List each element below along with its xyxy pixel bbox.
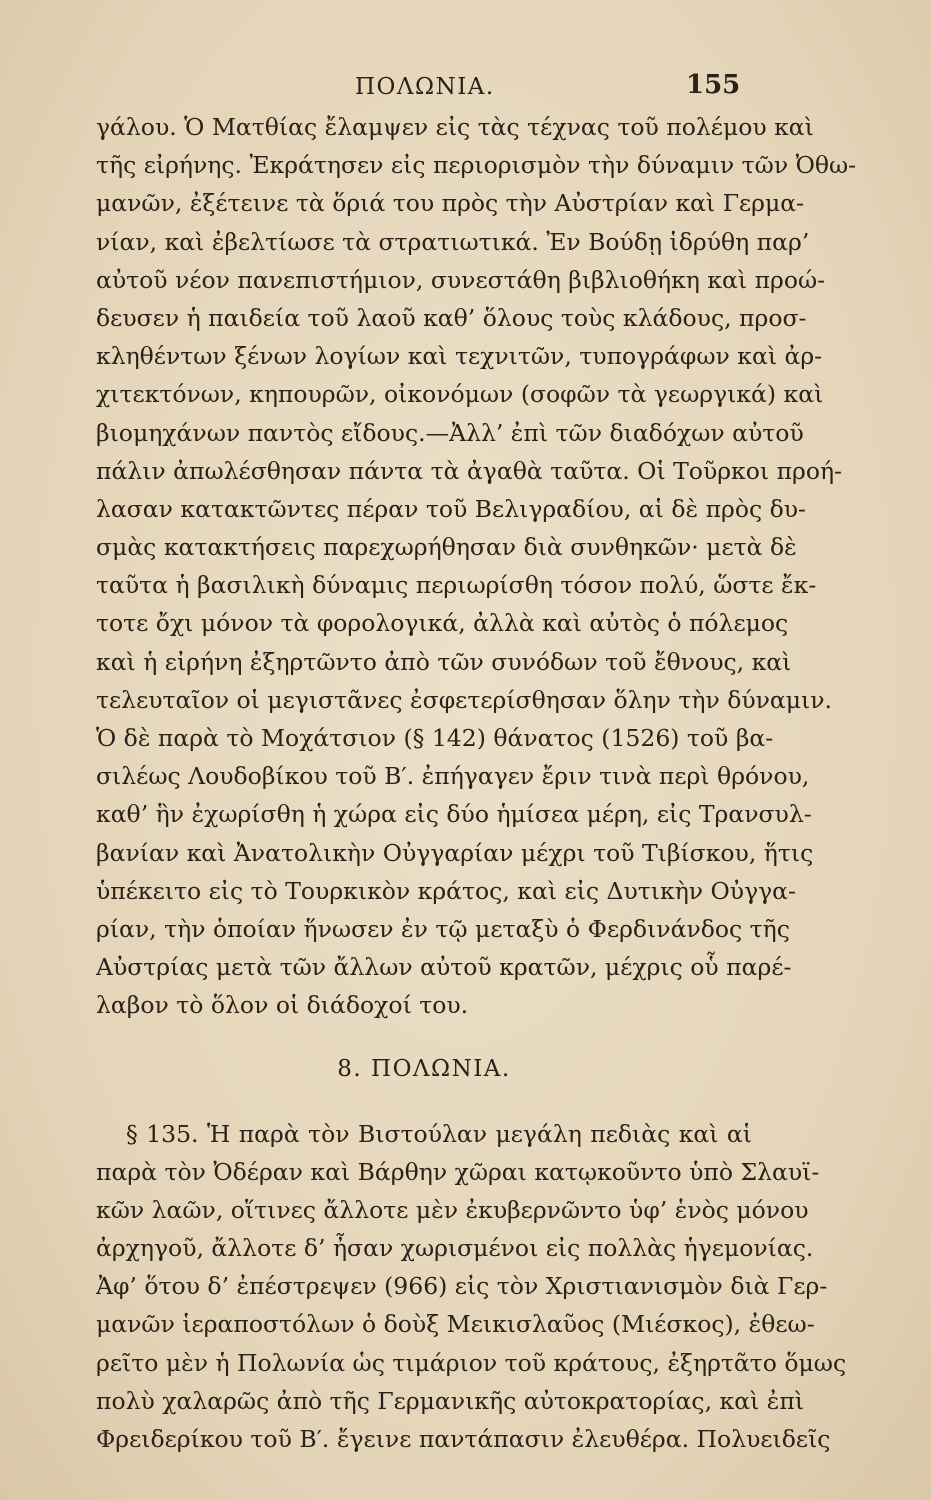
text-line: Αὐστρίας μετὰ τῶν ἄλλων αὐτοῦ κρατῶν, μέχρις οὗ παρέ-	[96, 953, 792, 982]
text-line: Ὁ δὲ παρὰ τὸ Μοχάτσιον (§ 142) θάνατος (1526) τοῦ βα-	[96, 724, 774, 752]
text-line: βιομηχάνων παντὸς εἴδους.—Ἀλλ’ ἐπὶ τῶν διαδόχων αὐτοῦ	[96, 418, 804, 447]
running-head-title: ΠΟΛΩΝΙΑ.	[355, 74, 495, 100]
paragraph-section-135	[96, 1115, 847, 1459]
text-line: § 135. Ἡ παρὰ τὸν Βιστούλαν μεγάλη πεδιὰς καὶ αἱ	[126, 1119, 752, 1148]
text-line: ὑπέκειτο εἰς τὸ Τουρκικὸν κράτος, καὶ εἰς Δυτικὴν Οὐγγα-	[96, 876, 796, 905]
text-line: τελευταῖον οἱ μεγιστᾶνες ἐσφετερίσθησαν ὅλην τὴν δύναμιν.	[96, 685, 833, 714]
text-line: χιτεκτόνων, κηπουρῶν, οἰκονόμων (σοφῶν τὰ γεωργικά) καὶ	[96, 380, 824, 409]
text-line: μανῶν ἱεραποστόλων ὁ δοὺξ Μεικισλαῦος (Μιέσκος), ἐθεω-	[96, 1310, 815, 1339]
text-line: ταῦτα ἡ βασιλικὴ δύναμις περιωρίσθη τόσον πολύ, ὥστε ἔκ-	[96, 571, 817, 600]
text-line: παρὰ τὸν Ὀδέραν καὶ Βάρθην χῶραι κατῳκοῦντο ὑπὸ Σλαυϊ-	[96, 1157, 820, 1186]
text-line: ἀρχηγοῦ, ἄλλοτε δ’ ἦσαν χωρισμένοι εἰς πολλὰς ἡγεμονίας.	[96, 1234, 814, 1263]
text-line: αὐτοῦ νέον πανεπιστήμιον, συνεστάθη βιβλιοθήκη καὶ προώ-	[96, 265, 826, 294]
text-line: καθ’ ἣν ἐχωρίσθη ἡ χώρα εἰς δύο ἡμίσεα μέρη, εἰς Τρανσυλ-	[96, 800, 812, 829]
text-line: Ἀφ’ ὅτου δ’ ἐπέστρεψεν (966) εἰς τὸν Χριστιανισμὸν διὰ Γερ-	[96, 1272, 828, 1301]
text-line: κῶν λαῶν, οἵτινες ἄλλοτε μὲν ἐκυβερνῶντο ὑφ’ ἑνὸς μόνου	[96, 1195, 809, 1224]
paragraph-hungary	[96, 108, 857, 1025]
section-heading: 8. ΠΟΛΩΝΙΑ.	[337, 1055, 511, 1082]
text-line: κληθέντων ξένων λογίων καὶ τεχνιτῶν, τυπογράφων καὶ ἀρ-	[96, 342, 823, 371]
page-body	[96, 108, 857, 1458]
text-line: Φρειδερίκου τοῦ Β′. ἔγεινε παντάπασιν ἐλευθέρα. Πολυειδεῖς	[96, 1425, 831, 1453]
running-head	[0, 70, 931, 106]
text-line: καὶ ἡ εἰρήνη ἐξηρτῶντο ἀπὸ τῶν συνόδων τοῦ ἔθνους, καὶ	[96, 647, 792, 676]
text-line: μανῶν, ἐξέτεινε τὰ ὅριά του πρὸς τὴν Αὐστρίαν καὶ Γερμα-	[96, 189, 805, 218]
text-line: γάλου. Ὁ Ματθίας ἔλαμψεν εἰς τὰς τέχνας τοῦ πολέμου καὶ	[96, 113, 814, 141]
text-line: ρίαν, τὴν ὁποίαν ἥνωσεν ἐν τῷ μεταξὺ ὁ Φερδινάνδος τῆς	[96, 914, 790, 943]
page-number: 155	[686, 70, 741, 100]
text-line: δευσεν ἡ παιδεία τοῦ λαοῦ καθ’ ὅλους τοὺς κλάδους, προσ-	[96, 303, 807, 332]
text-line: τοτε ὄχι μόνον τὰ φορολογικά, ἀλλὰ καὶ αὐτὸς ὁ πόλεμος	[96, 609, 789, 638]
text-line: ρεῖτο μὲν ἡ Πολωνία ὡς τιμάριον τοῦ κράτους, ἐξηρτᾶτο ὅμως	[96, 1348, 847, 1377]
text-line: λαβον τὸ ὅλον οἱ διάδοχοί του.	[96, 991, 469, 1020]
text-line: νίαν, καὶ ἐβελτίωσε τὰ στρατιωτικά. Ἐν Βούδῃ ἱδρύθη παρ’	[96, 227, 810, 256]
text-line: τῆς εἰρήνης. Ἐκράτησεν εἰς περιορισμὸν τὴν δύναμιν τῶν Ὀθω-	[96, 151, 857, 180]
text-line: πάλιν ἀπωλέσθησαν πάντα τὰ ἀγαθὰ ταῦτα. Οἱ Τοῦρκοι προή-	[96, 456, 842, 485]
text-line: σιλέως Λουδοβίκου τοῦ Β′. ἐπήγαγεν ἔριν τινὰ περὶ θρόνου,	[96, 762, 810, 791]
text-line: βανίαν καὶ Ἀνατολικὴν Οὐγγαρίαν μέχρι τοῦ Τιβίσκου, ἥτις	[96, 838, 814, 867]
text-line: πολὺ χαλαρῶς ἀπὸ τῆς Γερμανικῆς αὐτοκρατορίας, καὶ ἐπὶ	[96, 1386, 805, 1415]
text-line: λασαν κατακτῶντες πέραν τοῦ Βελιγραδίου, αἱ δὲ πρὸς δυ-	[96, 494, 806, 523]
text-line: σμὰς κατακτήσεις παρεχωρήθησαν διὰ συνθηκῶν· μετὰ δὲ	[96, 533, 797, 562]
